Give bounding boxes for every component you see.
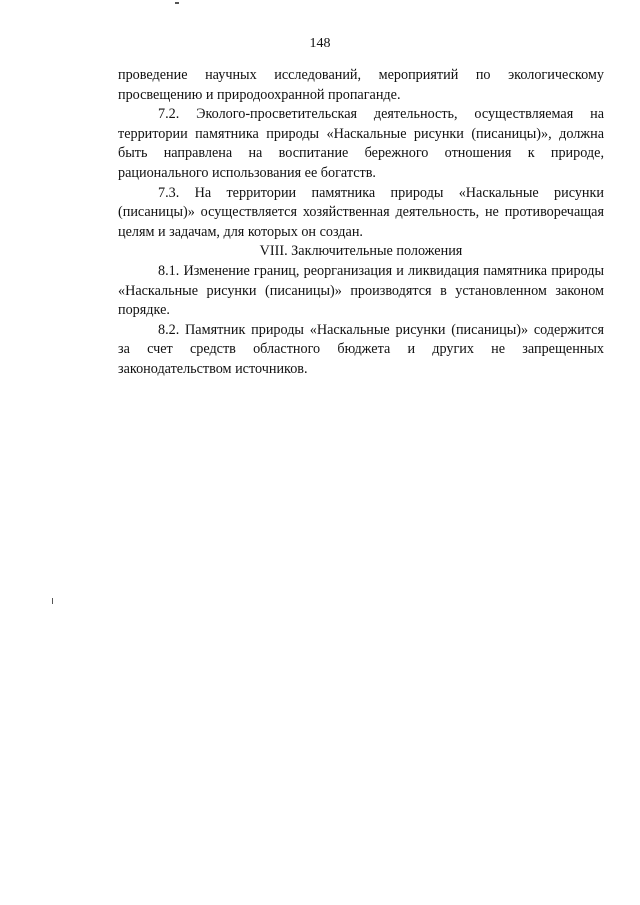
paragraph-8-1: 8.1. Изменение границ, реорганизация и ликвидация памятника природы «Наскальные рисунки (писаницы)» производятся в установленном законом порядке. — [118, 262, 604, 319]
section-heading: VIII. Заключительные положения — [259, 243, 463, 260]
document-body — [118, 66, 604, 380]
paragraph-8-2: 8.2. Памятник природы «Наскальные рисунки (писаницы)» содержится за счет средств областного бюджета и других не запрещенных законодательством источников. — [118, 321, 604, 377]
scan-speck — [175, 2, 179, 4]
paragraph-7-3: 7.3. На территории памятника природы «Наскальные рисунки (писаницы)» осуществляется хозяйственная деятельность, не противоречащая целям и задачам, для которых он создан. — [118, 184, 604, 240]
paragraph-7-1-continuation: проведение научных исследований, мероприятий по экологическому просвещению и природоохранной пропаганде. — [118, 67, 604, 103]
page-number: 148 — [309, 36, 331, 51]
paragraph-7-2: 7.2. Эколого-просветительская деятельность, осуществляемая на территории памятника природы «Наскальные рисунки (писаницы)», должна быть направлена на воспитание бережного отношения к природе, рационального использования ее богатств. — [118, 106, 604, 181]
scan-speck — [52, 598, 53, 604]
